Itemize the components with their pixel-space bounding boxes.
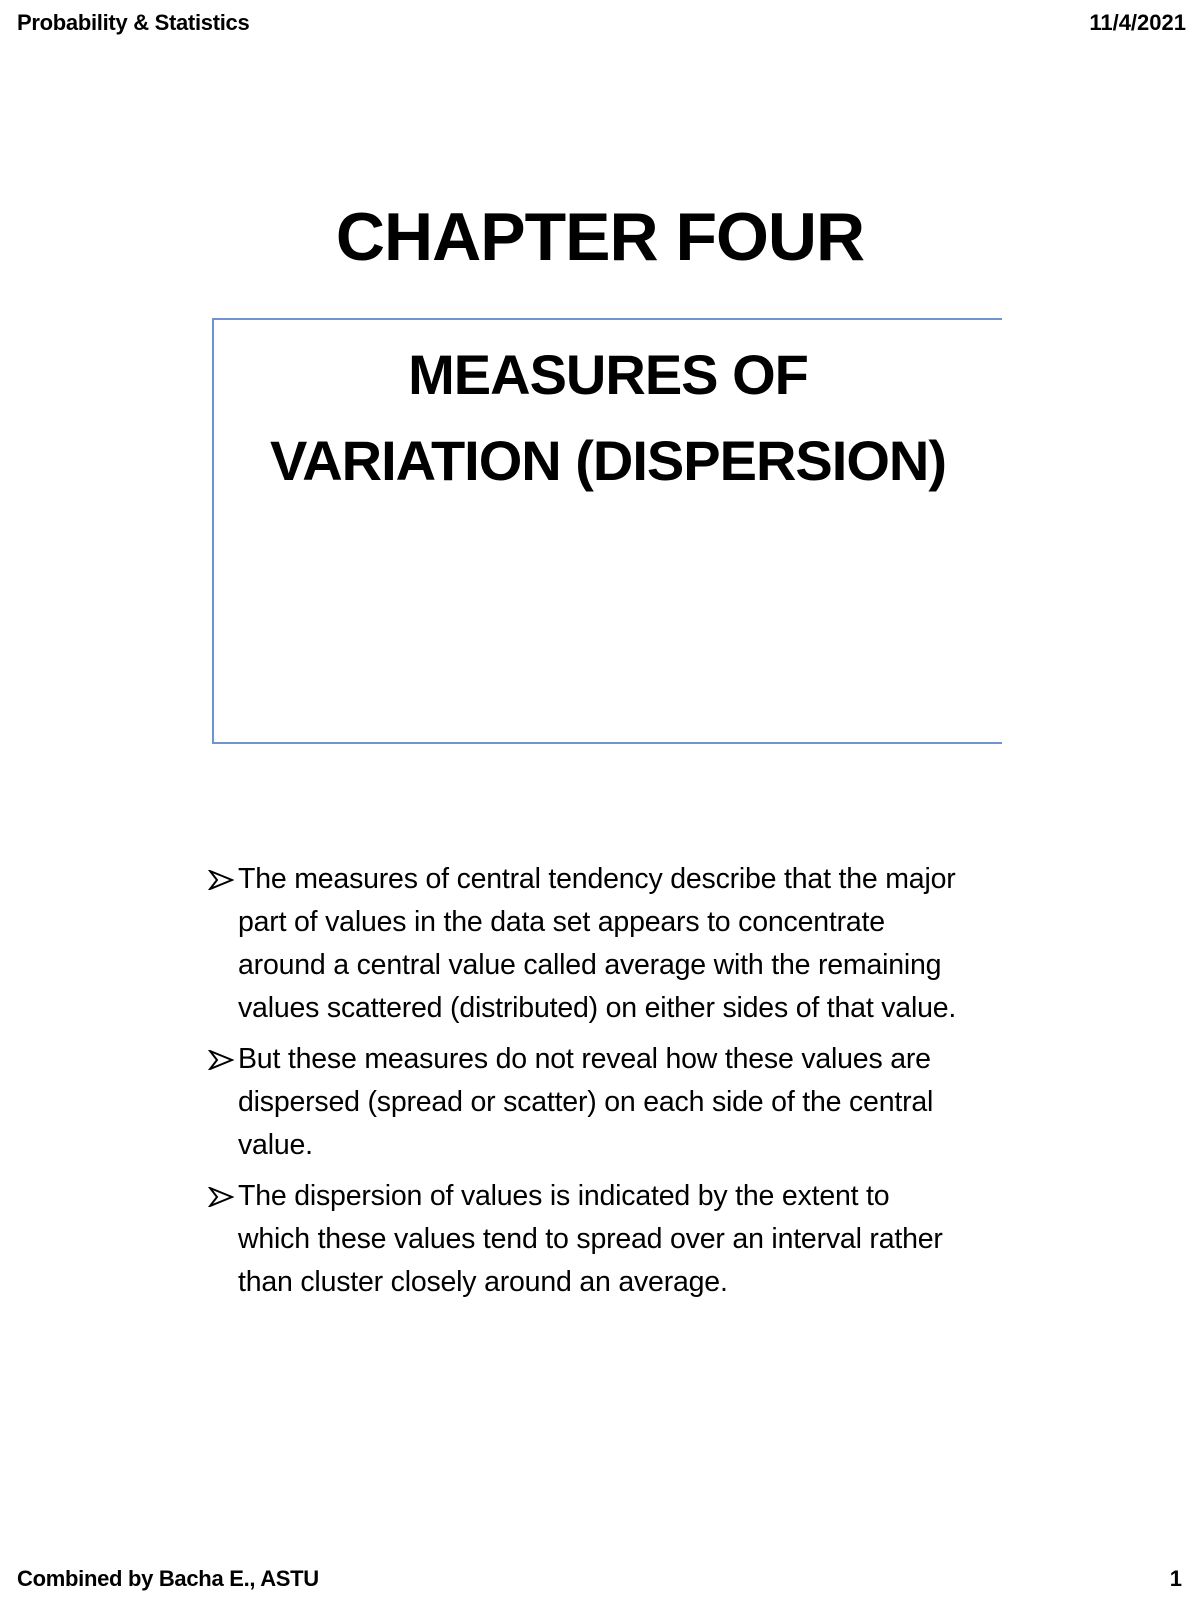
subtitle-line-1: MEASURES OF [408, 343, 808, 406]
bullet-item [208, 1175, 968, 1304]
header-course-title: Probability & Statistics [17, 10, 250, 35]
arrow-bullet-icon [208, 870, 234, 890]
bullet-text: But these measures do not reveal how these values are dispersed (spread or scatter) on each side of the central value. [238, 1043, 934, 1161]
page-number: 1 [1169, 1566, 1182, 1591]
header-date: 11/4/2021 [1089, 10, 1186, 35]
chapter-subtitle [214, 332, 1002, 504]
footer-author: Combined by Bacha E., ASTU [17, 1566, 319, 1591]
bullet-list [208, 858, 968, 1312]
arrow-bullet-icon [208, 1187, 234, 1207]
bullet-item [208, 1038, 968, 1167]
bullet-text: The dispersion of values is indicated by the extent to which these values tend to spread over an interval rather than cluster closely around an average. [238, 1180, 943, 1298]
bullet-text: The measures of central tendency describe that the major part of values in the data set appears to concentrate around a central value called average with the remaining values scattered (distributed) on either sides of that value. [238, 863, 957, 1024]
bullet-item [208, 858, 968, 1030]
subtitle-box [212, 318, 1002, 744]
subtitle-line-2: VARIATION (DISPERSION) [270, 429, 946, 492]
arrow-bullet-icon [208, 1050, 234, 1070]
chapter-title: CHAPTER FOUR [335, 199, 865, 275]
